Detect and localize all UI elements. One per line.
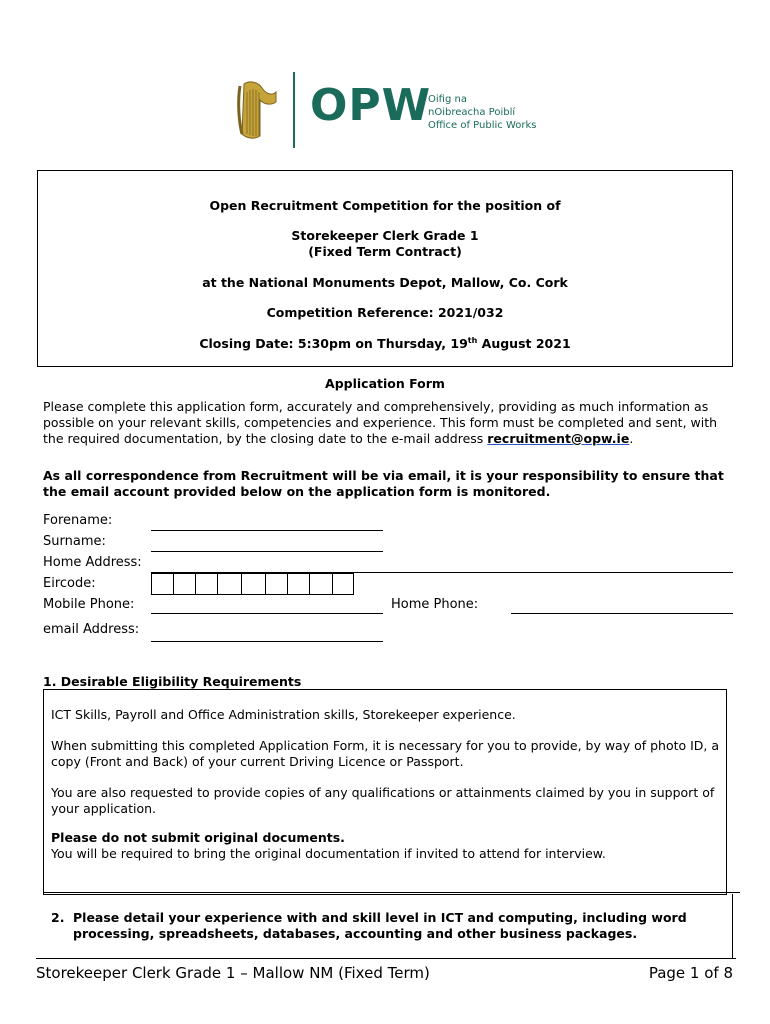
eircode-cell[interactable]: [151, 573, 173, 595]
section-1-qualifications: You are also requested to provide copies of any qualifications or attainments claimed by you in support of your application.: [51, 785, 715, 816]
eircode-label: Eircode:: [43, 576, 96, 591]
section-1-skills: ICT Skills, Payroll and Office Administration skills, Storekeeper experience.: [51, 707, 516, 722]
home-phone-input[interactable]: [511, 613, 733, 614]
contract-type: (Fixed Term Contract): [308, 244, 462, 259]
email-address-label: email Address:: [43, 622, 140, 637]
recruitment-email-link[interactable]: recruitment@opw.ie: [487, 431, 630, 446]
footer-divider: [36, 958, 736, 959]
location: at the National Monuments Depot, Mallow, Co. Cork: [202, 275, 568, 290]
competition-reference: Competition Reference: 2021/032: [266, 305, 504, 320]
closing-date-prefix: Closing Date: 5:30pm on Thursday, 19: [199, 336, 468, 352]
logo-divider: [293, 72, 295, 148]
intro-text: Please complete this application form, accurately and comprehensively, providing as much information as possible on your relevant skills, competencies and experience. This form must be completed and sent, with the required documentation, by the closing date to the e-mail address: [43, 399, 718, 446]
forename-label: Forename:: [43, 513, 113, 528]
footer-page-number: Page 1 of 8: [648, 964, 733, 982]
intro-end: .: [629, 431, 634, 446]
eircode-cell[interactable]: [287, 573, 309, 595]
closing-date: [37, 336, 733, 351]
closing-date-sup: th: [467, 336, 478, 345]
closing-date-suffix: August 2021: [477, 336, 571, 352]
surname-label: Surname:: [43, 534, 106, 549]
intro-paragraph: [43, 399, 733, 447]
home-phone-label: Home Phone:: [391, 597, 479, 612]
eircode-cell[interactable]: [241, 573, 265, 595]
eircode-cell[interactable]: [309, 573, 332, 595]
home-address-label: Home Address:: [43, 555, 142, 570]
forename-input[interactable]: [151, 530, 383, 531]
logo-line-irish-2: nOibreacha Poiblí: [428, 107, 516, 118]
section-2-number: 2.: [51, 910, 65, 925]
section-1-warning: Please do not submit original documents.: [51, 830, 345, 845]
section-2-line-2: processing, spreadsheets, databases, accounting and other business packages.: [73, 926, 638, 941]
footer-document-title: Storekeeper Clerk Grade 1 – Mallow NM (Fixed Term): [36, 964, 430, 982]
surname-input[interactable]: [151, 551, 383, 552]
email-notice: As all correspondence from Recruitment will be via email, it is your responsibility to ensure that the email account provided below on the application form is monitored.: [43, 468, 724, 499]
section-divider: [43, 892, 740, 893]
mobile-phone-input[interactable]: [151, 613, 383, 614]
eircode-input[interactable]: [151, 573, 354, 595]
section-2-line-1: Please detail your experience with and skill level in ICT and computing, including word: [73, 910, 687, 925]
section-1-photo-id: When submitting this completed Application Form, it is necessary for you to provide, by way of photo ID, a copy (Front and Back) of your current Driving Licence or Passport.: [51, 738, 720, 769]
logo-line-english: Office of Public Works: [428, 120, 537, 131]
application-form-title: Application Form: [325, 376, 445, 391]
mobile-phone-label: Mobile Phone:: [43, 597, 135, 612]
section-1-title: 1. Desirable Eligibility Requirements: [43, 674, 302, 689]
competition-intro: Open Recruitment Competition for the position of: [209, 198, 561, 213]
harp-logo-icon: [236, 78, 280, 142]
eircode-cell[interactable]: [217, 573, 241, 595]
eircode-cell[interactable]: [195, 573, 217, 595]
eircode-cell[interactable]: [173, 573, 195, 595]
position-title: Storekeeper Clerk Grade 1: [291, 228, 479, 243]
logo-line-irish-1: Oifig na: [428, 94, 467, 105]
section-2-question: [51, 910, 711, 942]
eircode-cell[interactable]: [332, 573, 354, 595]
email-address-input[interactable]: [151, 641, 383, 642]
eircode-cell[interactable]: [265, 573, 287, 595]
logo-subtitle: [428, 93, 537, 132]
section-1-interview-note: You will be required to bring the original documentation if invited to attend for interview.: [51, 846, 606, 861]
opw-logo-text: OPW: [310, 80, 432, 131]
